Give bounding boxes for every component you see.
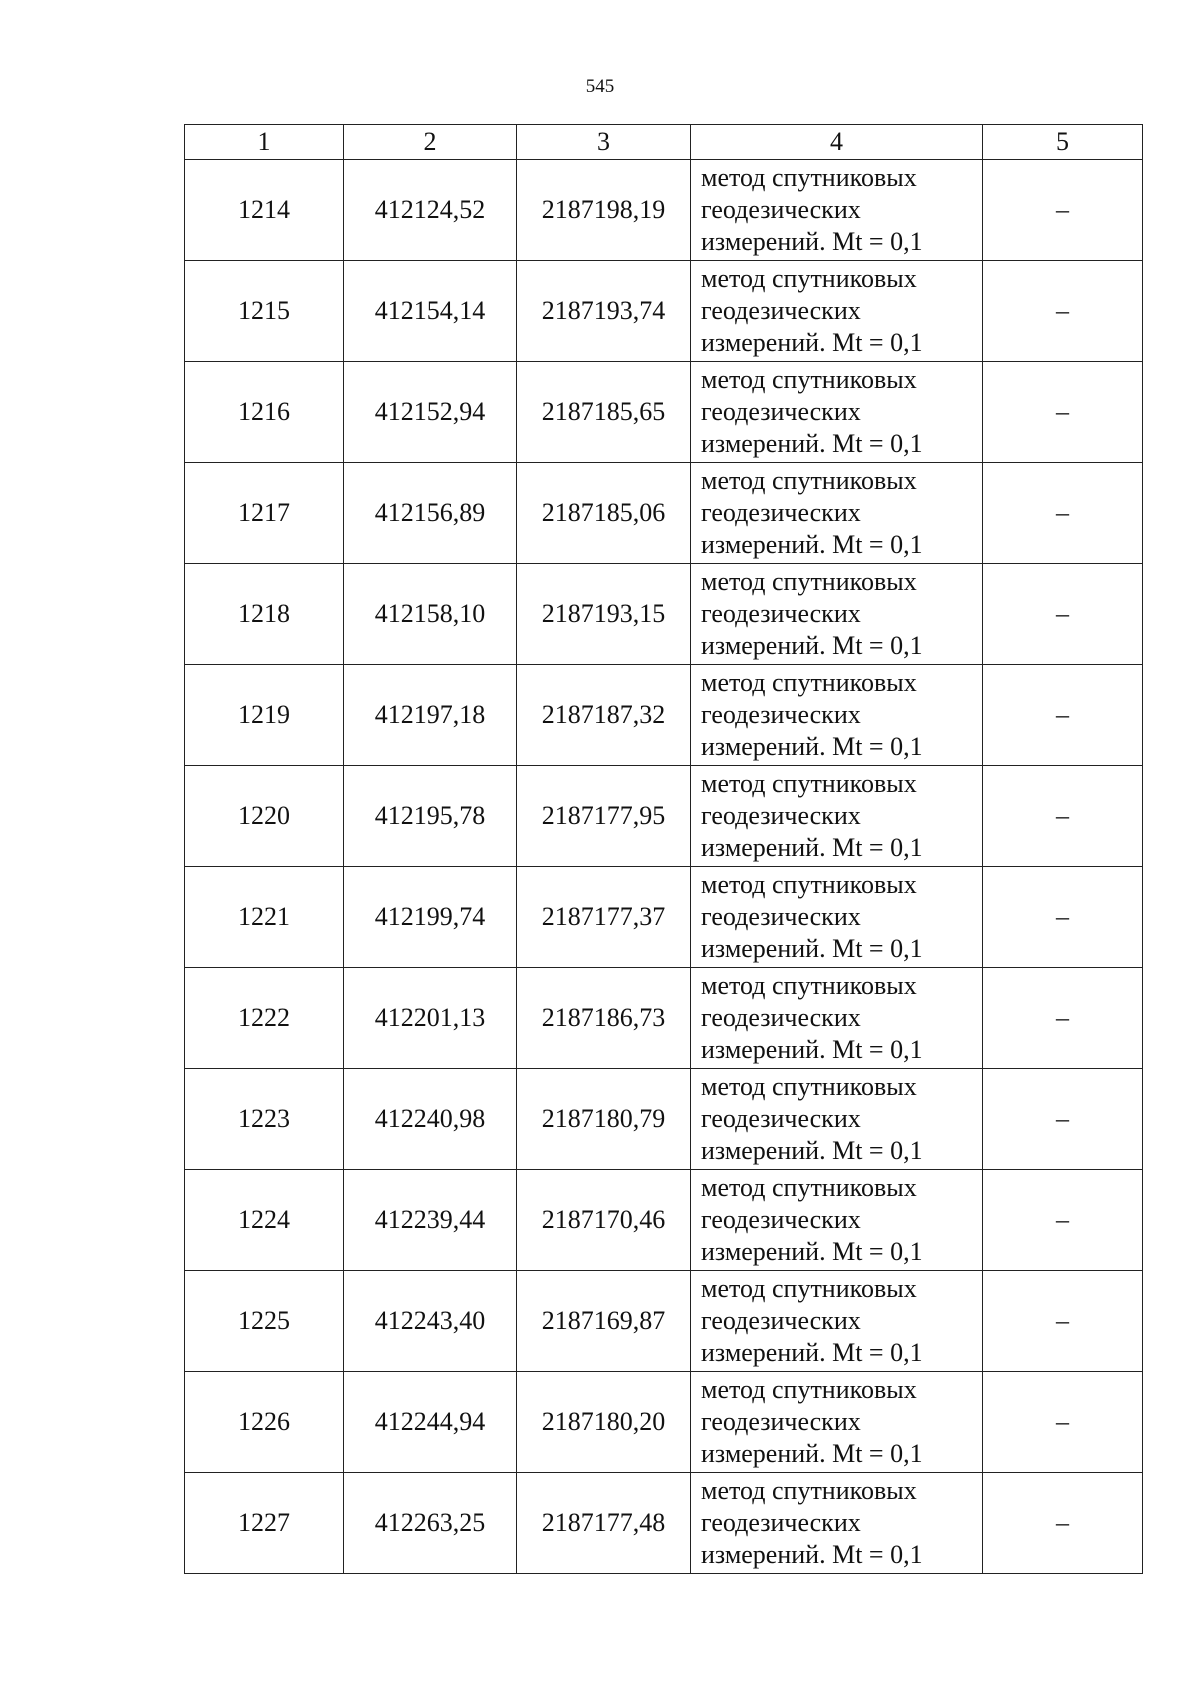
method-line: измерений. Mt = 0,1 bbox=[701, 1540, 923, 1569]
method-line: метод спутниковых bbox=[701, 971, 917, 1000]
method-line: метод спутниковых bbox=[701, 1375, 917, 1404]
method-cell bbox=[691, 463, 983, 564]
method-line: метод спутниковых bbox=[701, 163, 917, 192]
x-coordinate-cell: 412240,98 bbox=[344, 1069, 517, 1170]
table-row bbox=[185, 1271, 1143, 1372]
point-number-cell: 1222 bbox=[185, 968, 344, 1069]
method-line: метод спутниковых bbox=[701, 1476, 917, 1505]
y-coordinate-cell: 2187198,19 bbox=[517, 160, 691, 261]
note-cell: – bbox=[983, 766, 1143, 867]
table-row bbox=[185, 867, 1143, 968]
point-number-cell: 1218 bbox=[185, 564, 344, 665]
method-line: измерений. Mt = 0,1 bbox=[701, 1237, 923, 1266]
y-coordinate-cell: 2187193,15 bbox=[517, 564, 691, 665]
x-coordinate-cell: 412263,25 bbox=[344, 1473, 517, 1574]
method-line: геодезических bbox=[701, 1508, 861, 1537]
note-cell: – bbox=[983, 463, 1143, 564]
method-line: измерений. Mt = 0,1 bbox=[701, 328, 923, 357]
method-line: измерений. Mt = 0,1 bbox=[701, 429, 923, 458]
x-coordinate-cell: 412154,14 bbox=[344, 261, 517, 362]
method-line: геодезических bbox=[701, 700, 861, 729]
table-row bbox=[185, 564, 1143, 665]
point-number-cell: 1221 bbox=[185, 867, 344, 968]
note-cell: – bbox=[983, 867, 1143, 968]
column-header-1: 1 bbox=[185, 125, 344, 160]
point-number-cell: 1220 bbox=[185, 766, 344, 867]
method-cell bbox=[691, 1473, 983, 1574]
method-line: геодезических bbox=[701, 1205, 861, 1234]
method-line: геодезических bbox=[701, 498, 861, 527]
method-line: измерений. Mt = 0,1 bbox=[701, 1338, 923, 1367]
note-cell: – bbox=[983, 1069, 1143, 1170]
x-coordinate-cell: 412197,18 bbox=[344, 665, 517, 766]
method-cell bbox=[691, 867, 983, 968]
method-line: метод спутниковых bbox=[701, 1072, 917, 1101]
method-line: измерений. Mt = 0,1 bbox=[701, 530, 923, 559]
y-coordinate-cell: 2187193,74 bbox=[517, 261, 691, 362]
column-header-4: 4 bbox=[691, 125, 983, 160]
y-coordinate-cell: 2187170,46 bbox=[517, 1170, 691, 1271]
y-coordinate-cell: 2187177,37 bbox=[517, 867, 691, 968]
method-line: геодезических bbox=[701, 1003, 861, 1032]
note-cell: – bbox=[983, 362, 1143, 463]
point-number-cell: 1214 bbox=[185, 160, 344, 261]
table-row bbox=[185, 1069, 1143, 1170]
method-cell bbox=[691, 968, 983, 1069]
point-number-cell: 1216 bbox=[185, 362, 344, 463]
point-number-cell: 1223 bbox=[185, 1069, 344, 1170]
y-coordinate-cell: 2187180,79 bbox=[517, 1069, 691, 1170]
note-cell: – bbox=[983, 564, 1143, 665]
method-line: метод спутниковых bbox=[701, 769, 917, 798]
table-row bbox=[185, 362, 1143, 463]
y-coordinate-cell: 2187177,48 bbox=[517, 1473, 691, 1574]
method-cell bbox=[691, 1372, 983, 1473]
method-line: геодезических bbox=[701, 296, 861, 325]
page-number: 545 bbox=[585, 76, 615, 97]
method-line: метод спутниковых bbox=[701, 1274, 917, 1303]
method-line: геодезических bbox=[701, 1407, 861, 1436]
x-coordinate-cell: 412199,74 bbox=[344, 867, 517, 968]
x-coordinate-cell: 412239,44 bbox=[344, 1170, 517, 1271]
method-cell bbox=[691, 665, 983, 766]
table-row bbox=[185, 463, 1143, 564]
table-row bbox=[185, 261, 1143, 362]
method-cell bbox=[691, 261, 983, 362]
method-line: измерений. Mt = 0,1 bbox=[701, 833, 923, 862]
method-line: метод спутниковых bbox=[701, 365, 917, 394]
method-cell bbox=[691, 1170, 983, 1271]
point-number-cell: 1217 bbox=[185, 463, 344, 564]
y-coordinate-cell: 2187185,65 bbox=[517, 362, 691, 463]
method-line: геодезических bbox=[701, 801, 861, 830]
method-cell bbox=[691, 1069, 983, 1170]
table-row bbox=[185, 968, 1143, 1069]
method-line: измерений. Mt = 0,1 bbox=[701, 1035, 923, 1064]
y-coordinate-cell: 2187186,73 bbox=[517, 968, 691, 1069]
method-line: метод спутниковых bbox=[701, 264, 917, 293]
column-header-3: 3 bbox=[517, 125, 691, 160]
method-line: измерений. Mt = 0,1 bbox=[701, 1439, 923, 1468]
note-cell: – bbox=[983, 160, 1143, 261]
method-line: геодезических bbox=[701, 195, 861, 224]
x-coordinate-cell: 412201,13 bbox=[344, 968, 517, 1069]
note-cell: – bbox=[983, 1170, 1143, 1271]
method-line: геодезических bbox=[701, 397, 861, 426]
method-cell bbox=[691, 1271, 983, 1372]
method-line: метод спутниковых bbox=[701, 466, 917, 495]
note-cell: – bbox=[983, 1372, 1143, 1473]
method-line: метод спутниковых bbox=[701, 668, 917, 697]
method-cell bbox=[691, 160, 983, 261]
note-cell: – bbox=[983, 968, 1143, 1069]
method-cell bbox=[691, 564, 983, 665]
note-cell: – bbox=[983, 665, 1143, 766]
method-line: измерений. Mt = 0,1 bbox=[701, 732, 923, 761]
method-line: геодезических bbox=[701, 902, 861, 931]
point-number-cell: 1226 bbox=[185, 1372, 344, 1473]
x-coordinate-cell: 412243,40 bbox=[344, 1271, 517, 1372]
x-coordinate-cell: 412244,94 bbox=[344, 1372, 517, 1473]
y-coordinate-cell: 2187169,87 bbox=[517, 1271, 691, 1372]
table-row bbox=[185, 766, 1143, 867]
point-number-cell: 1219 bbox=[185, 665, 344, 766]
y-coordinate-cell: 2187177,95 bbox=[517, 766, 691, 867]
method-cell bbox=[691, 362, 983, 463]
column-header-5: 5 bbox=[983, 125, 1143, 160]
y-coordinate-cell: 2187180,20 bbox=[517, 1372, 691, 1473]
note-cell: – bbox=[983, 1473, 1143, 1574]
method-line: измерений. Mt = 0,1 bbox=[701, 631, 923, 660]
coordinates-table bbox=[184, 124, 1143, 1574]
table-row bbox=[185, 665, 1143, 766]
table-body bbox=[185, 160, 1143, 1574]
note-cell: – bbox=[983, 261, 1143, 362]
method-line: измерений. Mt = 0,1 bbox=[701, 934, 923, 963]
table-row bbox=[185, 1372, 1143, 1473]
method-line: геодезических bbox=[701, 599, 861, 628]
method-cell bbox=[691, 766, 983, 867]
y-coordinate-cell: 2187187,32 bbox=[517, 665, 691, 766]
method-line: метод спутниковых bbox=[701, 567, 917, 596]
point-number-cell: 1227 bbox=[185, 1473, 344, 1574]
note-cell: – bbox=[983, 1271, 1143, 1372]
x-coordinate-cell: 412195,78 bbox=[344, 766, 517, 867]
table-row bbox=[185, 160, 1143, 261]
x-coordinate-cell: 412152,94 bbox=[344, 362, 517, 463]
method-line: измерений. Mt = 0,1 bbox=[701, 227, 923, 256]
table-row bbox=[185, 1170, 1143, 1271]
y-coordinate-cell: 2187185,06 bbox=[517, 463, 691, 564]
table-row bbox=[185, 1473, 1143, 1574]
point-number-cell: 1225 bbox=[185, 1271, 344, 1372]
x-coordinate-cell: 412156,89 bbox=[344, 463, 517, 564]
method-line: геодезических bbox=[701, 1104, 861, 1133]
method-line: геодезических bbox=[701, 1306, 861, 1335]
method-line: метод спутниковых bbox=[701, 870, 917, 899]
point-number-cell: 1224 bbox=[185, 1170, 344, 1271]
method-line: измерений. Mt = 0,1 bbox=[701, 1136, 923, 1165]
table-header-row bbox=[185, 125, 1143, 160]
method-line: метод спутниковых bbox=[701, 1173, 917, 1202]
column-header-2: 2 bbox=[344, 125, 517, 160]
x-coordinate-cell: 412124,52 bbox=[344, 160, 517, 261]
x-coordinate-cell: 412158,10 bbox=[344, 564, 517, 665]
point-number-cell: 1215 bbox=[185, 261, 344, 362]
